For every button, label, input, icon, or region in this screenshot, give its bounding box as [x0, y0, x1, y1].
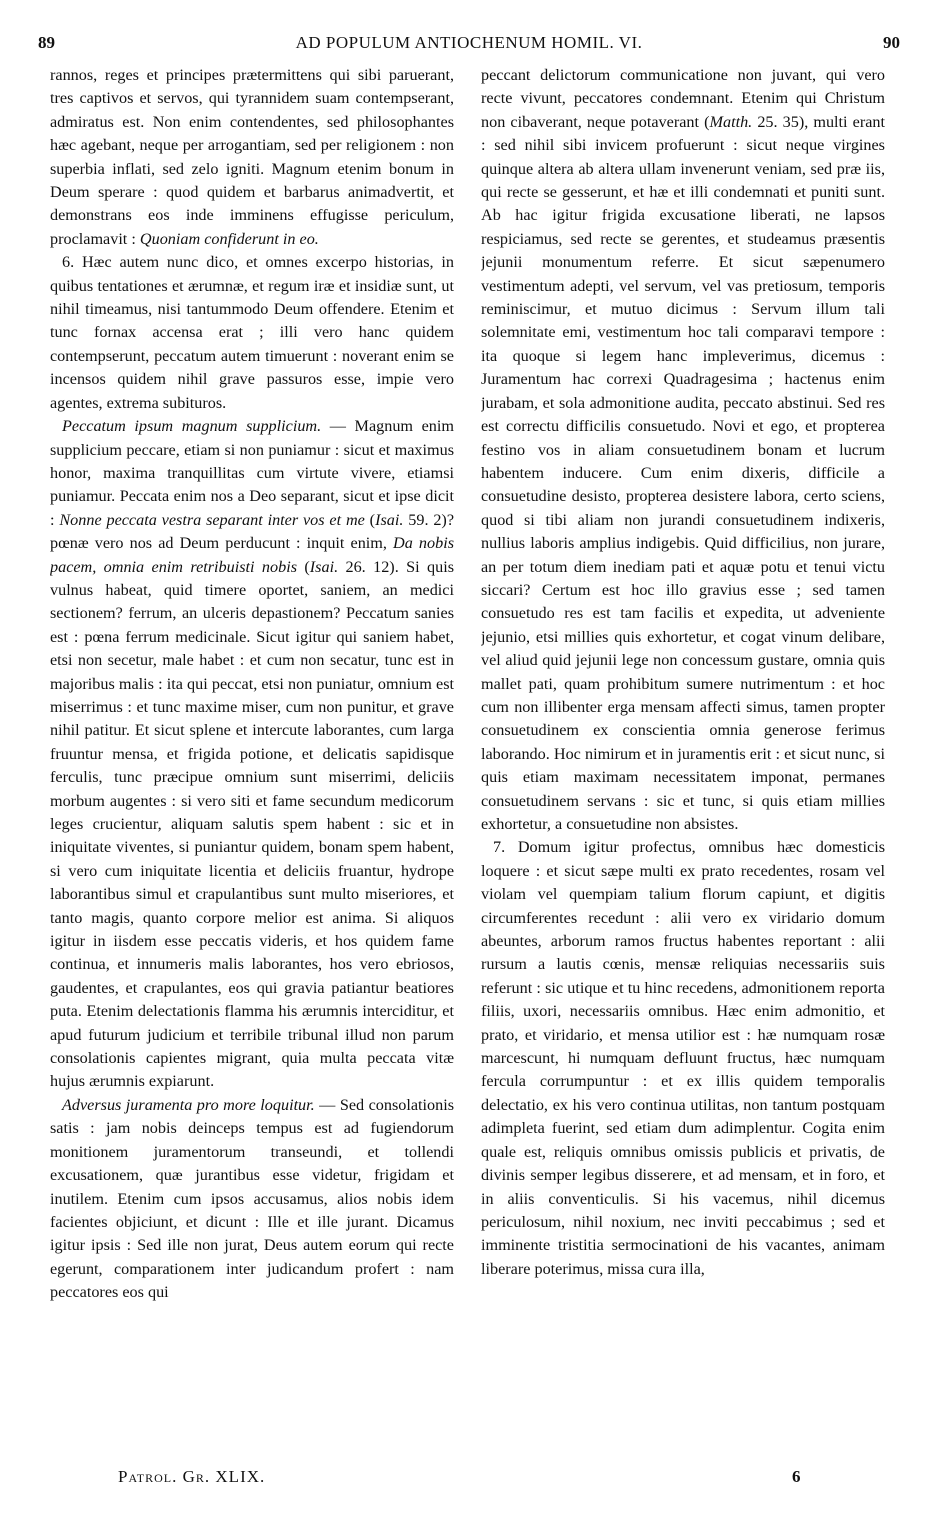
italic-run: Isai. — [309, 557, 339, 576]
footer-gathering-mark: 6 — [792, 1467, 801, 1486]
running-header — [38, 30, 900, 56]
paragraph: Adversus juramenta pro more loquitur. — Sed consolationis satis : jam nobis deinceps tempus est ad fugiendorum monitionem juramentorum transeundi, et tollendi excusationem, quæ jurantibus esse videtur, frigidam et inutilem. Etenim cum ipsos accusamus, alios nobis idem facientes objiciunt, et dicunt : Ille et ille jurant. Dicamus igitur ipsis : Sed ille non jurat, Deus autem eorum qui recte egerunt, comparationem inter judicandum profert : nam peccatores eos qui — [50, 1095, 454, 1302]
italic-run: Matth. — [709, 112, 753, 131]
footer-signature: Patrol. Gr. XLIX. — [118, 1467, 266, 1486]
paragraph: 6. Hæc autem nunc dico, et omnes excerpo historias, in quibus tentationes et ærumnæ, et regum iræ et insidiæ sunt, ut nihil timeamus, nisi tantummodo Deum offendere. Etenim et tunc fornax accensa erat ; illi vero hanc quidem contempserunt, peccatum autem timuerunt : noverant enim se incensos quidem nihil grave passuros esse, impie vero agentes, extrema subituros. — [50, 253, 454, 412]
left-column — [50, 64, 454, 1454]
italic-run: Nonne peccata vestra separant inter vos et me — [59, 510, 365, 529]
paragraph: rannos, reges et principes prætermittens qui sibi paruerant, tres captivos et servos, qui tyrannidem suam contempserant, admiratus est. Non enim contendentes, sed philosophantes hæc agebant, neque per arrogantiam, sed per religionem : non superbia inflati, sed zelo igniti. Magnum etenim bonum in Deum sperare : quod quidem et barbarus animadvertit, et demonstrans eos inde imminens effugisse periculum, proclamavit : Quoniam confiderunt in eo. — [50, 66, 454, 248]
page-number-right: 90 — [883, 33, 900, 52]
italic-run: Peccatum ipsum magnum supplicium. — [62, 417, 322, 436]
italic-run: Isai. — [375, 510, 404, 529]
italic-run: Quoniam confiderunt in eo. — [139, 229, 319, 248]
paragraph: peccant delictorum communicatione non juvant, qui vero recte vivunt, peccatores condemnant. Etenim qui Christum non cibaverant, neque potaverant (Matth. 25. 35), multi erant : sed nihil sibi invicem profuerunt : sicut neque virgines quinque altera ab altera ullam invenerunt veniam, sed præ iis, qui recte se gesserunt, et hæ et illi condemnati et puniti sunt. Ab hac igitur frigida excusatione liberati, ne lapsos respiciamus, sed recte se gerentes, et studeamus præsentis jejunii monumentum referre. Et sicut sæpenumero vestimentum adepti, vel servum, vel vas pretiosum, temporis reminiscimur, et mutuo dicimus : Servum illum tali solemnitate emi, vestimentum hoc tali comparavi tempore : ita quoque si legem hanc impleverimus, dicemus : Juramentum hac correxi Quadragesima ; hactenus enim jurabam, et sola admonitione audita, peccato abstinui. Sed res est correctu difficilis consuetudo. Novi et ego, et propterea festino vos in aliam consuetudinem bonam et lucrum habentem inducere. Cum enim dixeris, difficile a consuetudine desisto, propterea desistere labora, certo sciens, quod si tibi aliam non jurandi consuetudinem indixeris, nullius laboris amplius indigebis. Quid difficilius, non jurare, an per totum diem inediam pati et aquæ potu et tenui victu siccari? Certum est hoc illo gravius esse ; sed tamen consuetudo res est tam facilis et expedita, ut adveniente jejunio, etsi millies quis exhortetur, et cogat vinum delibare, vel aliud quid jejunii lege non concessum gustare, omnia quis mallet pati, quam prohibitum sumere nutrimentum : et hoc cum non illibenter erga mensam affecti simus, tamen propter consuetudinem ex conscientia omnia generose ferimus laborando. Hoc nimirum et in juramentis erit : et sicut nunc, si quis etiam maximam necessitatem imponat, permanes consuetudinem servans : sic et tunc, si quis etiam millies exhortetur, a consuetudine non absistes. — [481, 66, 885, 833]
paragraph: 7. Domum igitur profectus, omnibus hæc domesticis loquere : et sicut sæpe multi ex prato recedentes, rosam vel violam vel quempiam talium florum capiunt, et digitis circumferentes recedunt : alii vero ex viridario domum abeuntes, arborum ramos fructus habentes reportant : alii rursum a lautis cœnis, mensæ reliquias necessariis suis referunt : sic utique et tu hinc recedens, admonitionem reporta filiis, uxori, necessariis omnibus. Hæc enim admonitio, et prato, et viridario, et mensa utilior est : hæ numquam rosæ marcescunt, hi numquam defluunt fructus, hæc numquam fercula corrumpuntur : et ex illis quidem temporalis delectatio, ex his vero continua utilitas, non tantum postquam adimpleta fuerint, sed etiam dum adimplentur. Cogita enim quale est, reliquis omnibus omissis publicis et privatis, de divinis semper legibus disserere, et ad mensam, et in foro, et in aliis conventiculis. Si his vacemus, nihil dicemus periculosum, nihil noxium, nec inviti peccabimus ; sed et imminente tristitia sermocinationi de his vacantes, animam liberare poterimus, missa cura illa, — [481, 838, 885, 1278]
italic-run: Da nobis pacem, omnia enim retribuisti nobis — [50, 534, 454, 576]
right-column — [481, 64, 885, 1454]
running-title: AD POPULUM ANTIOCHENUM HOMIL. VI. — [295, 33, 643, 52]
paragraph: Peccatum ipsum magnum supplicium. — Magnum enim supplicium peccare, etiam si non puniamur : sicut et maximus honor, maxima tranquillitas cum virtute vivere, etiamsi puniamur. Peccata enim nos a Deo separant, sicut et ipse dicit : Nonne peccata vestra separant inter vos et me (Isai. 59. 2)? pœnæ vero nos ad Deum perducunt : inquit enim, Da nobis pacem, omnia enim retribuisti nobis (Isai. 26. 12). Si quis vulnus habeat, quid timere oportet, saniem, an medici sectionem? ferrum, an ulceris depastionem? Peccatum sanies est : pœna ferrum medicinale. Sicut igitur qui saniem habet, etsi non secetur, male habet : et cum non secatur, tunc est in majoribus malis : ita qui peccat, etsi non puniatur, omnium est miserrimus : et tunc maxime miser, cum non punitur, et grave nihil patitur. Et sicut splene et intercute laborantes, cum larga fruuntur mensa, et frigida potione, et delicatis sapidisque ferculis, tunc præcipue omnium sunt miserrimi, deliciis morbum augentes : si vero siti et fame secundum medicorum leges crucientur, aliquam salutis spem habent : sic et in iniquitate viventes, si puniantur quidem, bonam spem habent, si vero cum iniquitate licentia et deliciis fruantur, hydrope laborantibus simul et crapulantibus sunt multo miseriores, et tanto magis, quanto corpore melior est anima. Si aliquos igitur in iisdem esse peccatis videris, et hos quidem fame continua, et innumeris malis laborantes, hos vero ebriosos, gaudentes, et crapulantes, eos qui gravia patiantur beatiores puta. Etenim delectationis flamma his ærumnis interciditur, et apud futurum judicium et terribile tribunal illud non parum consolationis capientes migrant, quia multa peccata vitæ hujus ærumnis expiarunt. — [50, 417, 454, 1091]
page-number-left: 89 — [38, 33, 55, 52]
italic-run: Adversus juramenta pro more loquitur. — [62, 1095, 315, 1114]
